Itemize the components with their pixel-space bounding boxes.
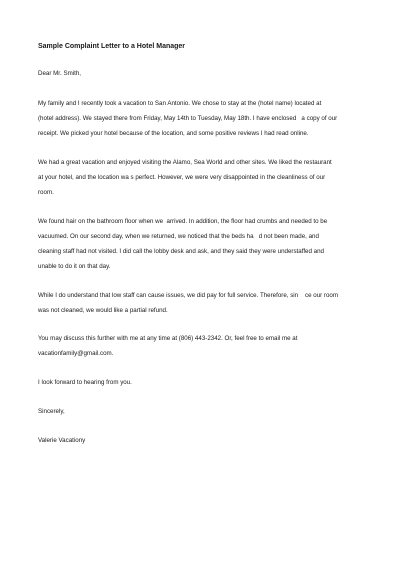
paragraph-1-line-3: receipt. We picked your hotel because of the location, and some positive reviews I had read online.: [38, 130, 309, 137]
paragraph-2-line-3: room.: [38, 189, 54, 196]
closing: Sincerely,: [38, 408, 65, 415]
page-title: Sample Complaint Letter to a Hotel Manager: [38, 43, 186, 50]
paragraph-2-line-2: at your hotel, and the location wa s perfect. However, we were very disappointed in the cleanliness of our: [38, 174, 326, 181]
paragraph-1-line-2: (hotel address). We stayed there from Friday, May 14th to Tuesday, May 18th. I have enclosed a copy of our: [38, 115, 338, 122]
paragraph-5-line-1: You may discuss this further with me at any time at (806) 443-2342. Or, feel free to email me at: [38, 335, 298, 342]
paragraph-2-line-1: We had a great vacation and enjoyed visiting the Alamo, Sea World and other sites. We liked the restaurant: [38, 159, 332, 166]
paragraph-1-line-1: My family and I recently took a vacation to San Antonio. We chose to stay at the (hotel name) located at: [38, 100, 322, 107]
signature: Valerie Vacationy: [38, 437, 86, 444]
paragraph-3-line-2: vacuumed. On our second day, when we returned, we noticed that the beds ha d not been made, and: [38, 233, 319, 240]
paragraph-5-line-2: vacationfamily@gmail.com.: [38, 350, 114, 357]
salutation: Dear Mr. Smith,: [38, 70, 81, 77]
paragraph-6: I look forward to hearing from you.: [38, 379, 132, 386]
paragraph-3-line-4: unable to do it on that day.: [38, 263, 111, 270]
paragraph-3-line-3: cleaning staff had not visited. I did call the lobby desk and ask, and they said they were understaffed and: [38, 248, 324, 255]
paragraph-3-line-1: We found hair on the bathroom floor when we arrived. In addition, the floor had crumbs and needed to be: [38, 218, 328, 225]
paragraph-4-line-1: While I do understand that low staff can cause issues, we did pay for full service. Therefore, sin ce our room: [38, 292, 339, 299]
paragraph-4-line-2: was not cleaned, we would like a partial refund.: [38, 307, 168, 314]
